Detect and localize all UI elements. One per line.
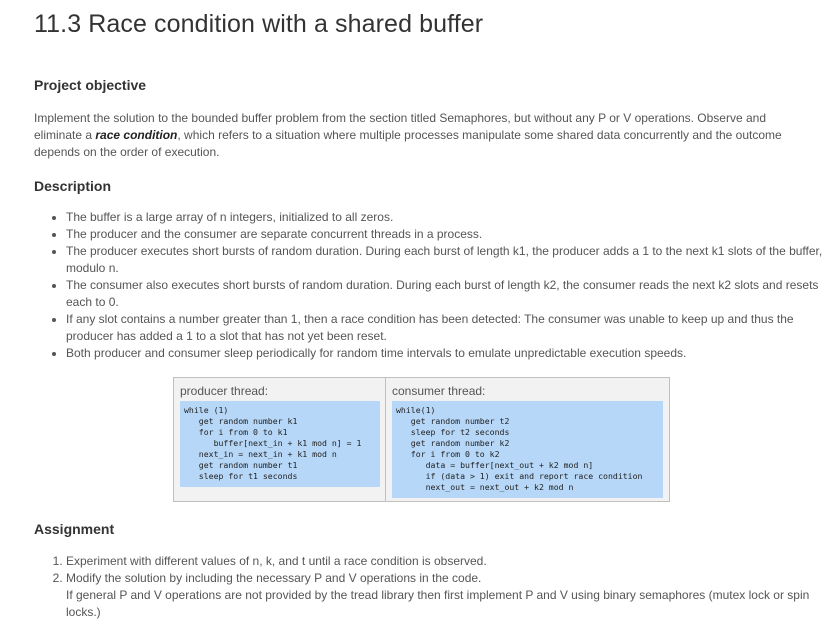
page-title: 11.3 Race condition with a shared buffer [34, 10, 484, 38]
list-item: • Both producer and consumer sleep periodically for random time intervals to emulate unpredictable execution speeds. [66, 345, 832, 362]
objective-text-before: Implement the solution to the bounded buffer problem from the section titled Semaphores, but without any P or V operations. Observe and eliminate a [34, 111, 766, 142]
code-line: get random number k2 [396, 438, 510, 448]
code-line: for i from 0 to k2 [396, 449, 500, 459]
assignment-note: If general P and V operations are not provided by the tread library then first implement P and V using binary semaphores (mutex lock or spin locks.) [66, 588, 810, 619]
code-line: buffer[next_in + k1 mod n] = 1 [184, 438, 362, 448]
code-line: sleep for t2 seconds [396, 427, 510, 437]
code-line: data = buffer[next_out + k2 mod n] [396, 460, 594, 470]
code-line: sleep for t1 seconds [184, 471, 298, 481]
objective-paragraph [34, 110, 810, 161]
list-item: 1. Experiment with different values of n, k, and t until a race condition is observed. [66, 553, 832, 570]
list-item: • The producer executes short bursts of random duration. During each burst of length k1, the producer adds a 1 to the next k1 slots of the buffer, modulo n. [66, 243, 832, 277]
consumer-heading: consumer thread: [392, 384, 486, 398]
code-line: for i from 0 to k1 [184, 427, 288, 437]
code-line: if (data > 1) exit and report race condition [396, 471, 643, 481]
code-table [173, 377, 670, 502]
objective-text-after: , which refers to a situation where multiple processes manipulate some shared data concurrently and the outcome depends on the order of execution. [34, 128, 782, 159]
producer-heading: producer thread: [180, 384, 269, 398]
code-line: while (1) [184, 405, 229, 415]
consumer-code [392, 401, 663, 498]
list-item: • The producer and the consumer are separate concurrent threads in a process. [66, 226, 832, 243]
code-line: while(1) [396, 405, 436, 415]
code-line: next_in = next_in + k1 mod n [184, 449, 337, 459]
list-item: • The consumer also executes short bursts of random duration. During each burst of length k2, the consumer reads the next k2 slots and resets each to 0. [66, 277, 832, 311]
list-item: • If any slot contains a number greater than 1, then a race condition has been detected: The consumer was unable to keep up and thus the producer has added a 1 to a slot that has not yet been reset. [66, 311, 832, 345]
producer-cell [174, 378, 386, 501]
code-line: get random number k1 [184, 416, 298, 426]
code-line: next_out = next_out + k2 mod n [396, 482, 574, 492]
code-line: get random number t2 [396, 416, 510, 426]
race-condition-term: race condition [95, 128, 178, 142]
list-item [66, 570, 832, 621]
description-list [34, 209, 832, 362]
consumer-cell [386, 378, 669, 501]
list-item: • The buffer is a large array of n integers, initialized to all zeros. [66, 209, 832, 226]
producer-code [180, 401, 380, 487]
assignment-heading: Assignment [34, 521, 115, 537]
description-heading: Description [34, 178, 112, 194]
objective-heading: Project objective [34, 77, 147, 93]
assignment-list [34, 553, 832, 621]
code-line: get random number t1 [184, 460, 298, 470]
assignment-item-text: Modify the solution by including the necessary P and V operations in the code. [66, 571, 482, 585]
